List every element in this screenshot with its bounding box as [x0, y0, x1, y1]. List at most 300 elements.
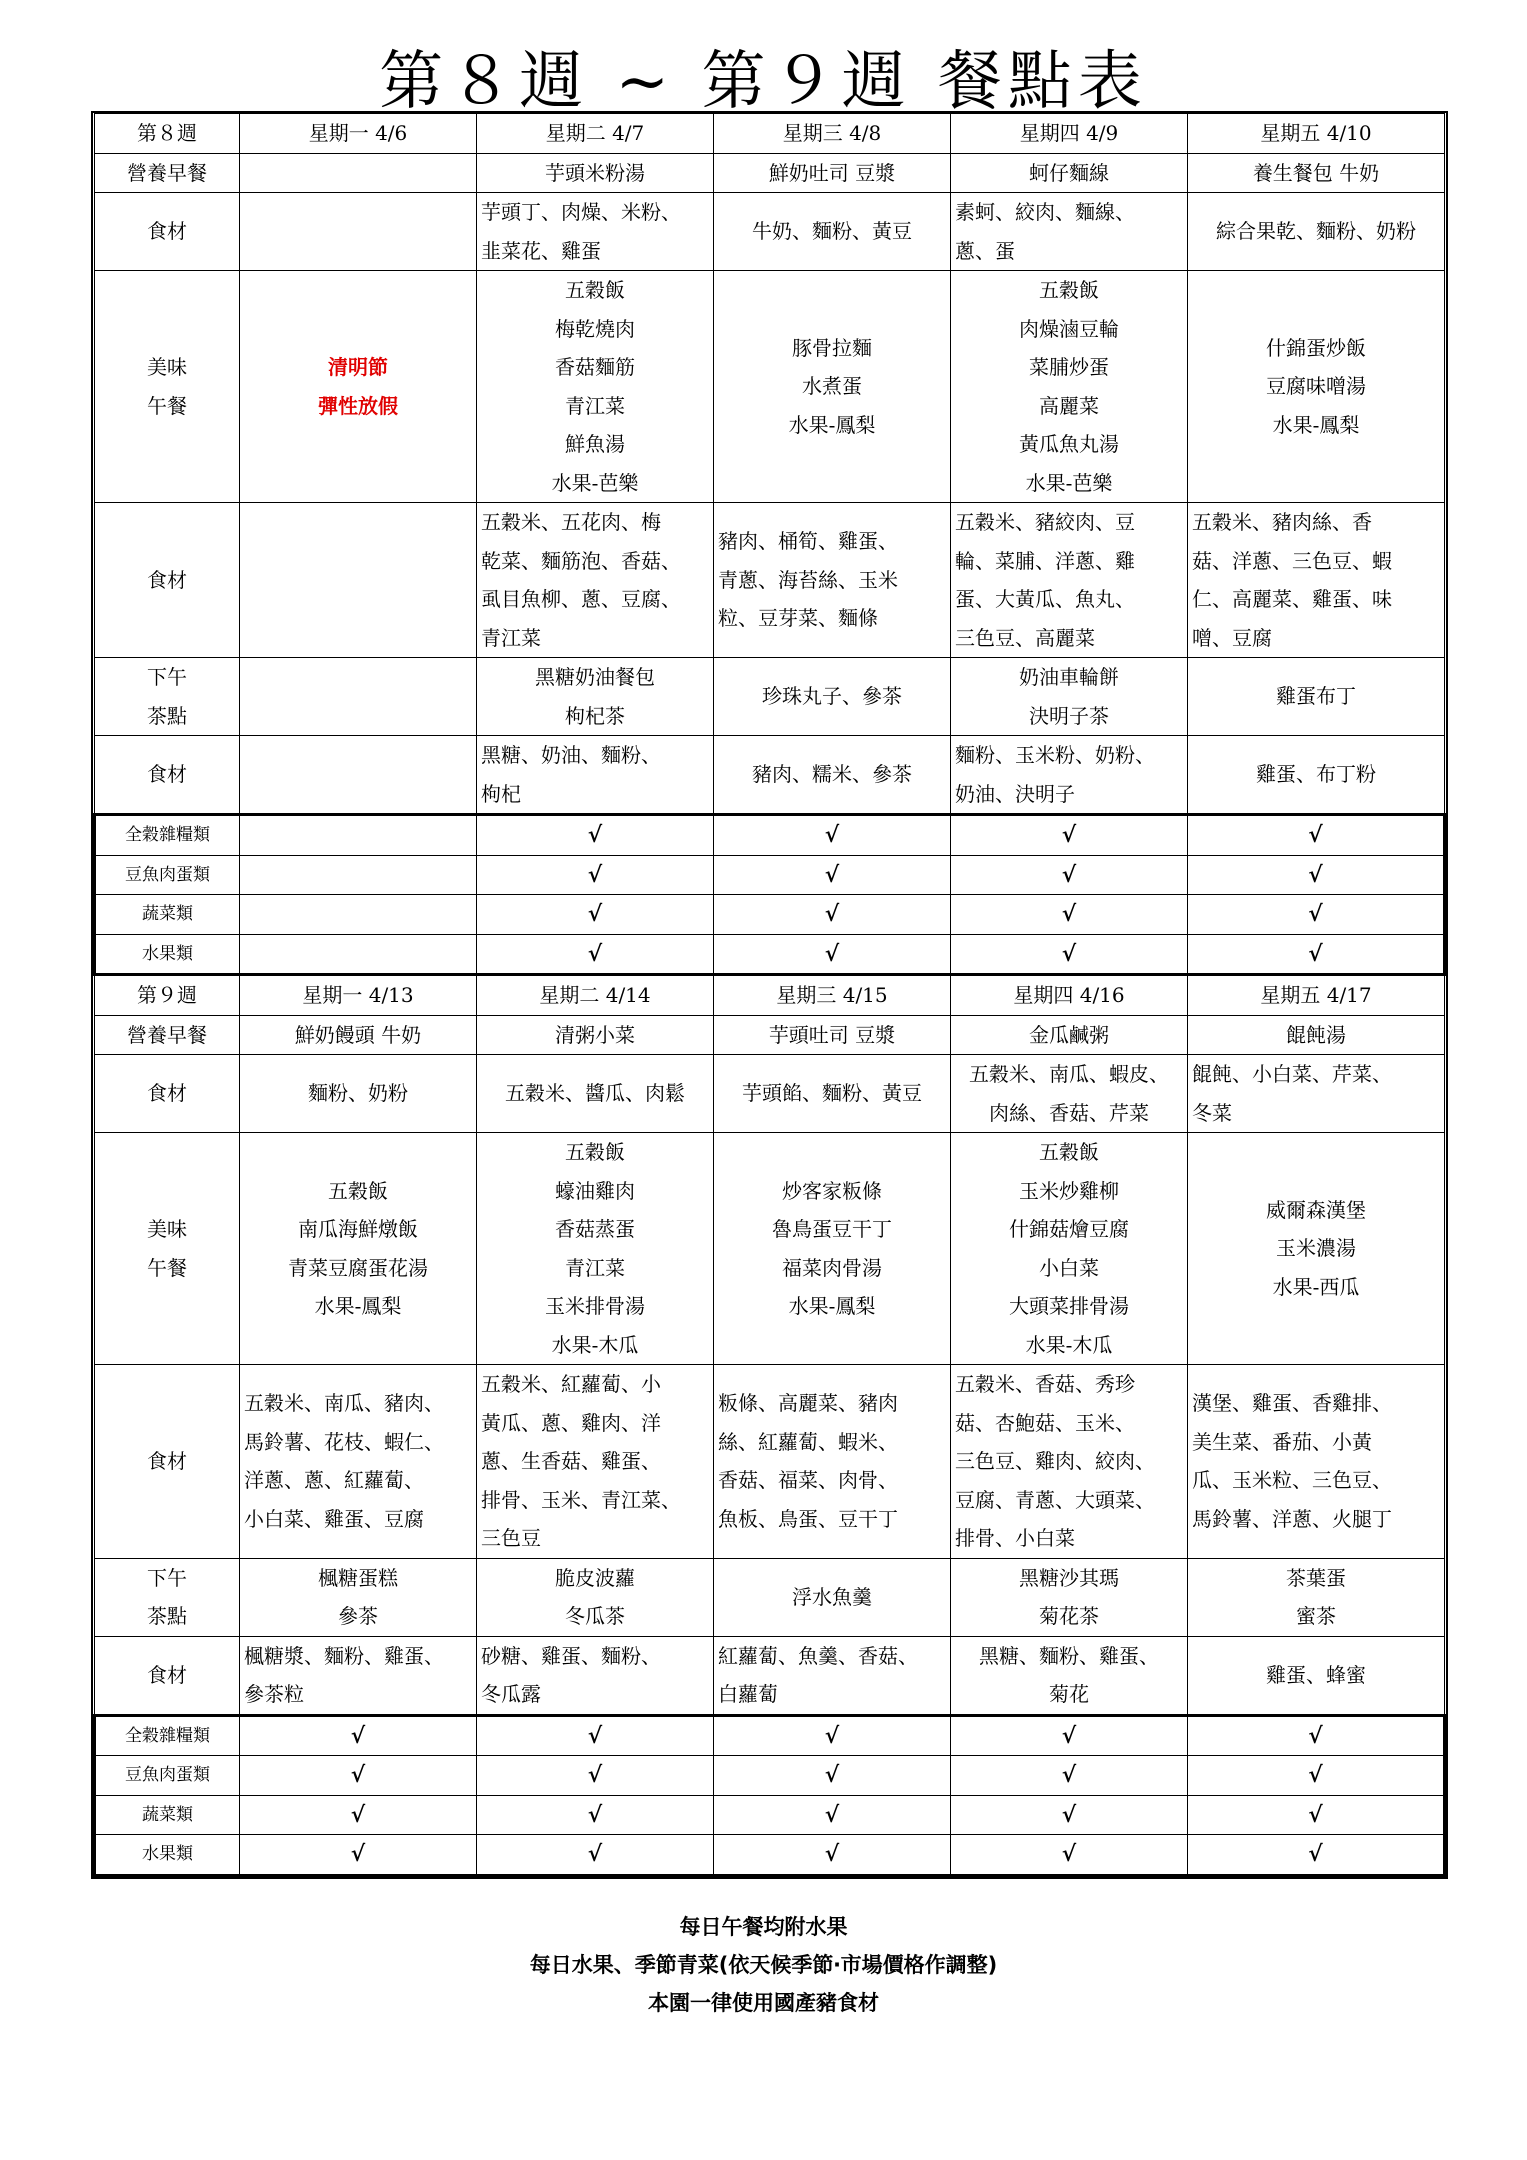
menu-cell-line: 餛飩、小白菜、芹菜、 [1192, 1062, 1392, 1086]
menu-cell-line: 白蘿蔔 [718, 1682, 778, 1706]
check-mark: √ [951, 815, 1188, 856]
menu-cell [951, 1015, 1188, 1055]
menu-cell-line: 牛奶、麵粉、黃豆 [752, 219, 912, 244]
menu-cell-line: 冬瓜露 [481, 1682, 541, 1706]
food-group-row [95, 855, 1445, 895]
menu-cell-line: 奶油車輪餅 [1019, 665, 1119, 689]
menu-cell-line: 豬肉、桶筍、雞蛋、 [718, 529, 898, 554]
food-group-row [95, 815, 1445, 856]
row-label [95, 736, 240, 815]
menu-cell-line: 玉米排骨湯 [545, 1294, 645, 1318]
menu-cell-line: 紅蘿蔔、魚羹、香菇、 [718, 1643, 918, 1668]
menu-cell-line: 蔥、蛋 [955, 238, 1015, 263]
menu-cell-line: 馬鈴薯、洋蔥、火腿丁 [1192, 1506, 1392, 1531]
check-mark: √ [477, 895, 714, 935]
menu-cell [477, 503, 714, 658]
row-label [95, 503, 240, 658]
menu-cell-line: 楓糖漿、麵粉、雞蛋、 [244, 1643, 444, 1668]
menu-cell-line: 排骨、小白菜 [955, 1526, 1075, 1550]
meal-row [95, 1133, 1445, 1365]
row-label-line: 下午 [147, 1565, 187, 1590]
menu-cell [951, 153, 1188, 193]
row-label-line: 食材 [147, 567, 187, 592]
menu-cell-line: 青江菜 [565, 1255, 625, 1280]
check-mark: √ [951, 1715, 1188, 1756]
food-group-label: 豆魚肉蛋類 [95, 1756, 240, 1796]
menu-cell-line: 五穀飯 [328, 1178, 388, 1203]
menu-cell-line: 決明子茶 [1029, 703, 1109, 728]
day-header: 星期四 4/16 [951, 975, 1188, 1016]
menu-cell-line: 參茶 [338, 1604, 378, 1628]
row-label-line: 食材 [147, 1662, 187, 1687]
menu-cell-line: 三色豆 [481, 1526, 541, 1550]
menu-cell-line: 黑糖、麵粉、雞蛋、 [979, 1643, 1159, 1668]
menu-cell-line: 高麗菜 [1039, 393, 1099, 418]
menu-cell-line: 威爾森漢堡 [1266, 1197, 1366, 1222]
day-header: 星期一 4/13 [240, 975, 477, 1016]
meal-row [95, 193, 1445, 271]
menu-cell-line: 砂糖、雞蛋、麵粉、 [481, 1643, 661, 1668]
menu-cell [951, 736, 1188, 815]
menu-cell-line: 香菇蒸蛋 [555, 1217, 635, 1241]
menu-cell-line: 豆腐味噌湯 [1266, 374, 1366, 399]
check-mark: √ [951, 855, 1188, 895]
menu-cell-line: 黑糖、奶油、麵粉、 [481, 743, 661, 767]
food-group-row [95, 1835, 1445, 1876]
menu-cell-line: 玉米濃湯 [1276, 1236, 1356, 1261]
day-header: 星期三 4/15 [714, 975, 951, 1016]
menu-cell-line: 蛋、大黃瓜、魚丸、 [955, 587, 1135, 611]
food-group-row [95, 1715, 1445, 1756]
menu-cell-line: 香菇、福菜、肉骨、 [718, 1468, 898, 1493]
meal-row [95, 736, 1445, 815]
check-mark: √ [714, 1835, 951, 1876]
menu-cell-line: 漢堡、雞蛋、香雞排、 [1192, 1391, 1392, 1416]
menu-cell [714, 1365, 951, 1559]
menu-cell [240, 503, 477, 658]
menu-cell-line: 蔥、生香菇、雞蛋、 [481, 1449, 661, 1473]
check-mark: √ [1188, 895, 1445, 935]
holiday-note-line: 清明節 [328, 355, 388, 379]
food-group-row [95, 934, 1445, 975]
day-header: 星期五 4/10 [1188, 114, 1445, 154]
check-mark: √ [1188, 1795, 1445, 1835]
menu-cell-line: 芋頭丁、肉燥、米粉、 [481, 200, 681, 224]
menu-cell [714, 1133, 951, 1365]
menu-cell-line: 玉米炒雞柳 [1019, 1178, 1119, 1203]
menu-cell-line: 枸杞茶 [565, 703, 625, 728]
menu-cell [714, 736, 951, 815]
menu-cell [951, 503, 1188, 658]
food-group-label: 蔬菜類 [95, 895, 240, 935]
menu-cell-line: 韭菜花、雞蛋 [481, 238, 601, 263]
menu-cell-line: 五穀米、豬肉絲、香 [1192, 510, 1372, 534]
check-mark: √ [714, 1795, 951, 1835]
menu-cell [477, 1133, 714, 1365]
menu-cell-line: 芋頭米粉湯 [545, 160, 645, 185]
check-mark: √ [951, 895, 1188, 935]
menu-cell [240, 658, 477, 736]
week-header-row [95, 114, 1445, 154]
menu-cell-line: 黑糖沙其瑪 [1019, 1565, 1119, 1590]
meal-row [95, 503, 1445, 658]
menu-cell [714, 271, 951, 503]
food-group-label: 蔬菜類 [95, 1795, 240, 1835]
menu-cell [477, 1636, 714, 1715]
menu-cell-line: 水果-鳳梨 [1272, 412, 1360, 437]
week-header-row [95, 975, 1445, 1016]
row-label-line: 食材 [147, 1449, 187, 1473]
meal-row [95, 658, 1445, 736]
menu-cell-line: 大頭菜排骨湯 [1009, 1294, 1129, 1318]
menu-cell-line: 菜脯炒蛋 [1029, 355, 1109, 379]
menu-cell [1188, 271, 1445, 503]
menu-cell-line: 綜合果乾、麵粉、奶粉 [1216, 219, 1416, 244]
check-mark: √ [714, 815, 951, 856]
menu-cell-line: 水果-木瓜 [1025, 1332, 1113, 1357]
menu-cell-line: 粄條、高麗菜、豬肉 [718, 1391, 898, 1416]
menu-cell-line: 雞蛋布丁 [1276, 684, 1356, 709]
menu-cell-line: 仁、高麗菜、雞蛋、味 [1192, 587, 1392, 611]
menu-cell [1188, 1055, 1445, 1133]
menu-cell-line: 輪、菜脯、洋蔥、雞 [955, 548, 1135, 573]
menu-cell-line: 冬瓜茶 [565, 1604, 625, 1628]
menu-cell-line: 浮水魚羹 [792, 1584, 872, 1609]
menu-cell-line: 青江菜 [565, 393, 625, 418]
menu-cell-line: 小白菜 [1039, 1255, 1099, 1280]
meal-row [95, 271, 1445, 503]
row-label-line: 下午 [147, 665, 187, 689]
menu-cell-line: 乾菜、麵筋泡、香菇、 [481, 548, 681, 573]
menu-cell [240, 1365, 477, 1559]
check-mark [240, 815, 477, 856]
menu-cell [1188, 1636, 1445, 1715]
page-title: 第８週 ~ 第９週 餐點表 [379, 45, 1148, 119]
menu-cell [714, 1636, 951, 1715]
menu-cell [951, 1558, 1188, 1636]
menu-cell-line: 肉燥滷豆輪 [1019, 316, 1119, 341]
day-header: 星期一 4/6 [240, 114, 477, 154]
menu-cell-line: 水果-木瓜 [551, 1332, 639, 1357]
menu-cell-line: 五穀米、五花肉、梅 [481, 510, 661, 534]
menu-cell-line: 蚵仔麵線 [1029, 160, 1109, 185]
menu-cell [951, 1133, 1188, 1365]
menu-cell-line: 金瓜鹹粥 [1029, 1022, 1109, 1047]
menu-cell-line: 青菜豆腐蛋花湯 [288, 1255, 428, 1280]
food-group-label: 水果類 [95, 1835, 240, 1876]
row-label [95, 1015, 240, 1055]
menu-cell-line: 菇、洋蔥、三色豆、蝦 [1192, 548, 1392, 573]
menu-cell-line: 蜜茶 [1296, 1604, 1336, 1628]
meal-row [95, 153, 1445, 193]
check-mark: √ [951, 1835, 1188, 1876]
row-label-line: 美味 [147, 1217, 187, 1241]
row-label-line: 午餐 [147, 1255, 187, 1280]
menu-cell-line: 五穀米、南瓜、豬肉、 [244, 1391, 444, 1416]
menu-cell-line: 青蔥、海苔絲、玉米 [718, 567, 898, 592]
row-label-line: 美味 [147, 355, 187, 379]
menu-cell-line: 奶油、決明子 [955, 781, 1075, 806]
note-line: 每日午餐均附水果 [679, 1915, 848, 1939]
menu-cell-line: 魚板、鳥蛋、豆干丁 [718, 1506, 898, 1531]
row-label-line: 營養早餐 [127, 160, 207, 185]
check-mark: √ [477, 934, 714, 975]
day-header: 星期二 4/7 [477, 114, 714, 154]
menu-cell-line: 五穀米、醬瓜、肉鬆 [505, 1081, 685, 1106]
menu-cell-line: 豚骨拉麵 [792, 335, 872, 360]
food-group-label: 水果類 [95, 934, 240, 975]
check-mark: √ [714, 895, 951, 935]
menu-cell-line: 鮮奶吐司 豆漿 [768, 160, 896, 185]
menu-cell-line: 五穀飯 [1039, 1140, 1099, 1164]
row-label-line: 茶點 [147, 703, 187, 728]
menu-cell-line: 黃瓜、蔥、雞肉、洋 [481, 1410, 661, 1435]
day-header: 星期三 4/8 [714, 114, 951, 154]
check-mark: √ [714, 934, 951, 975]
menu-cell [477, 153, 714, 193]
check-mark: √ [240, 1715, 477, 1756]
row-label [95, 1365, 240, 1559]
menu-cell-line: 雞蛋、蜂蜜 [1266, 1662, 1366, 1687]
meal-row [95, 1055, 1445, 1133]
row-label-line: 食材 [147, 762, 187, 787]
menu-cell-line: 絲、紅蘿蔔、蝦米、 [718, 1429, 898, 1454]
row-label [95, 271, 240, 503]
menu-cell-line: 麵粉、奶粉 [308, 1081, 408, 1106]
menu-cell [1188, 658, 1445, 736]
menu-cell [477, 193, 714, 271]
row-label [95, 1636, 240, 1715]
menu-cell-line: 水果-西瓜 [1272, 1274, 1360, 1299]
meal-row [95, 1558, 1445, 1636]
menu-cell [951, 271, 1188, 503]
menu-cell-line: 脆皮波蘿 [555, 1565, 635, 1590]
menu-cell-line: 肉絲、香菇、芹菜 [989, 1100, 1149, 1125]
check-mark: √ [240, 1835, 477, 1876]
menu-cell [714, 1015, 951, 1055]
check-mark [240, 895, 477, 935]
row-label [95, 153, 240, 193]
menu-cell-line: 五穀米、香菇、秀珍 [955, 1372, 1135, 1396]
menu-cell-line: 水果-芭樂 [551, 470, 639, 495]
menu-cell-line: 鮮奶饅頭 牛奶 [294, 1022, 422, 1047]
holiday-note-line: 彈性放假 [318, 393, 398, 418]
meal-schedule-table [93, 113, 1446, 1877]
check-mark: √ [477, 1835, 714, 1876]
menu-cell-line: 小白菜、雞蛋、豆腐 [244, 1506, 424, 1531]
menu-cell-line: 珍珠丸子、參茶 [762, 684, 902, 709]
menu-cell-line: 虱目魚柳、蔥、豆腐、 [481, 587, 681, 611]
menu-cell-line: 美生菜、番茄、小黃 [1192, 1429, 1372, 1454]
menu-cell-line: 五穀米、南瓜、蝦皮、 [969, 1062, 1169, 1086]
menu-cell [240, 1636, 477, 1715]
menu-cell-line: 楓糖蛋糕 [318, 1565, 398, 1590]
food-group-label: 全穀雜糧類 [95, 815, 240, 856]
menu-cell-line: 五穀米、豬絞肉、豆 [955, 510, 1135, 534]
menu-cell-line: 馬鈴薯、花枝、蝦仁、 [244, 1429, 444, 1454]
footer-notes [0, 1908, 1527, 2022]
row-label-line: 食材 [147, 1081, 187, 1106]
menu-cell-line: 水煮蛋 [802, 374, 862, 399]
menu-cell-line: 福菜肉骨湯 [782, 1255, 882, 1280]
menu-cell [240, 193, 477, 271]
menu-cell [477, 1365, 714, 1559]
menu-cell-line: 鮮魚湯 [565, 432, 625, 456]
menu-cell-line: 豆腐、青蔥、大頭菜、 [955, 1487, 1155, 1512]
menu-cell [477, 736, 714, 815]
check-mark: √ [951, 934, 1188, 975]
menu-cell-line: 餛飩湯 [1286, 1022, 1346, 1047]
week-label: 第８週 [95, 114, 240, 154]
week-label: 第９週 [95, 975, 240, 1016]
menu-cell-line: 黑糖奶油餐包 [535, 665, 655, 689]
menu-cell [714, 503, 951, 658]
menu-cell [714, 153, 951, 193]
check-mark: √ [1188, 815, 1445, 856]
menu-cell-line: 素蚵、絞肉、麵線、 [955, 200, 1135, 224]
check-mark: √ [1188, 1835, 1445, 1876]
menu-cell [951, 1055, 1188, 1133]
menu-cell-line: 水果-鳳梨 [788, 412, 876, 437]
meal-row [95, 1365, 1445, 1559]
check-mark: √ [477, 855, 714, 895]
menu-cell-line: 水果-芭樂 [1025, 470, 1113, 495]
menu-cell-line: 瓜、玉米粒、三色豆、 [1192, 1468, 1392, 1493]
menu-cell-line: 麵粉、玉米粉、奶粉、 [955, 743, 1155, 767]
menu-cell-line: 排骨、玉米、青江菜、 [481, 1487, 681, 1512]
menu-cell-line: 五穀飯 [565, 1140, 625, 1164]
menu-cell-line: 養生餐包 牛奶 [1252, 160, 1380, 185]
menu-cell [477, 658, 714, 736]
check-mark [240, 934, 477, 975]
check-mark: √ [477, 1795, 714, 1835]
menu-cell [477, 271, 714, 503]
check-mark: √ [714, 1715, 951, 1756]
menu-cell-line: 梅乾燒肉 [555, 316, 635, 341]
menu-cell [714, 1055, 951, 1133]
day-header: 星期五 4/17 [1188, 975, 1445, 1016]
holiday-note [240, 271, 477, 503]
check-mark: √ [714, 1756, 951, 1796]
menu-cell-line: 魯鳥蛋豆干丁 [772, 1217, 892, 1241]
check-mark: √ [714, 855, 951, 895]
menu-cell [1188, 1558, 1445, 1636]
menu-cell-line: 五穀米、紅蘿蔔、小 [481, 1372, 661, 1396]
menu-cell-line: 三色豆、雞肉、絞肉、 [955, 1449, 1155, 1473]
menu-cell [714, 193, 951, 271]
menu-cell-line: 芋頭吐司 豆漿 [768, 1022, 896, 1047]
menu-cell-line: 粒、豆芽菜、麵條 [718, 606, 878, 631]
menu-cell [477, 1558, 714, 1636]
menu-cell [1188, 193, 1445, 271]
check-mark: √ [240, 1756, 477, 1796]
menu-cell [951, 193, 1188, 271]
day-header: 星期四 4/9 [951, 114, 1188, 154]
menu-cell-line: 蠔油雞肉 [555, 1178, 635, 1203]
menu-cell-line: 芋頭餡、麵粉、黃豆 [742, 1081, 922, 1106]
row-label-line: 茶點 [147, 1604, 187, 1628]
check-mark: √ [1188, 855, 1445, 895]
check-mark [240, 855, 477, 895]
menu-cell-line: 菊花茶 [1039, 1604, 1099, 1628]
menu-cell-line: 南瓜海鮮燉飯 [298, 1217, 418, 1241]
menu-cell [951, 658, 1188, 736]
note-line: 每日水果、季節青菜(依天候季節‧市場價格作調整) [529, 1953, 998, 1977]
meal-row [95, 1636, 1445, 1715]
menu-cell [1188, 736, 1445, 815]
row-label [95, 658, 240, 736]
check-mark: √ [951, 1756, 1188, 1796]
menu-cell-line: 香菇麵筋 [555, 355, 635, 379]
menu-cell [1188, 503, 1445, 658]
day-header: 星期二 4/14 [477, 975, 714, 1016]
check-mark: √ [1188, 1756, 1445, 1796]
menu-cell [477, 1015, 714, 1055]
menu-cell [1188, 153, 1445, 193]
menu-cell-line: 清粥小菜 [555, 1022, 635, 1047]
check-mark: √ [477, 815, 714, 856]
menu-cell-line: 茶葉蛋 [1286, 1565, 1346, 1590]
food-group-label: 全穀雜糧類 [95, 1715, 240, 1756]
menu-cell-line: 參茶粒 [244, 1682, 304, 1706]
menu-cell-line: 菇、杏鮑菇、玉米、 [955, 1410, 1135, 1435]
check-mark: √ [477, 1756, 714, 1796]
menu-cell [240, 1558, 477, 1636]
menu-cell [240, 1133, 477, 1365]
menu-cell-line: 三色豆、高麗菜 [955, 625, 1095, 650]
food-group-row [95, 895, 1445, 935]
menu-cell-line: 什錦菇燴豆腐 [1009, 1217, 1129, 1241]
menu-cell [240, 1055, 477, 1133]
menu-cell [1188, 1133, 1445, 1365]
row-label [95, 1055, 240, 1133]
menu-cell [714, 658, 951, 736]
row-label-line: 營養早餐 [127, 1022, 207, 1047]
row-label [95, 1133, 240, 1365]
food-group-label: 豆魚肉蛋類 [95, 855, 240, 895]
menu-cell [240, 1015, 477, 1055]
row-label-line: 午餐 [147, 393, 187, 418]
check-mark: √ [1188, 1715, 1445, 1756]
menu-cell-line: 冬菜 [1192, 1100, 1232, 1125]
menu-cell-line: 五穀飯 [1039, 278, 1099, 302]
menu-cell-line: 洋蔥、蔥、紅蘿蔔、 [244, 1468, 424, 1493]
menu-cell [1188, 1015, 1445, 1055]
row-label-line: 食材 [147, 219, 187, 244]
menu-cell-line: 什錦蛋炒飯 [1266, 335, 1366, 360]
menu-cell-line: 水果-鳳梨 [788, 1294, 876, 1318]
menu-cell-line: 五穀飯 [565, 278, 625, 302]
menu-cell [714, 1558, 951, 1636]
menu-cell [477, 1055, 714, 1133]
menu-cell [951, 1636, 1188, 1715]
menu-cell-line: 菊花 [1049, 1682, 1089, 1706]
check-mark: √ [1188, 934, 1445, 975]
menu-cell-line: 豬肉、糯米、參茶 [752, 762, 912, 787]
menu-cell-line: 炒客家粄條 [782, 1178, 882, 1203]
row-label [95, 1558, 240, 1636]
check-mark: √ [477, 1715, 714, 1756]
menu-cell [1188, 1365, 1445, 1559]
check-mark: √ [240, 1795, 477, 1835]
note-line: 本園一律使用國產豬食材 [648, 1991, 879, 2015]
menu-cell-line: 水果-鳳梨 [314, 1294, 402, 1318]
food-group-row [95, 1756, 1445, 1796]
menu-cell-line: 青江菜 [481, 625, 541, 650]
menu-cell-line: 枸杞 [481, 781, 521, 806]
menu-cell [240, 736, 477, 815]
check-mark: √ [951, 1795, 1188, 1835]
